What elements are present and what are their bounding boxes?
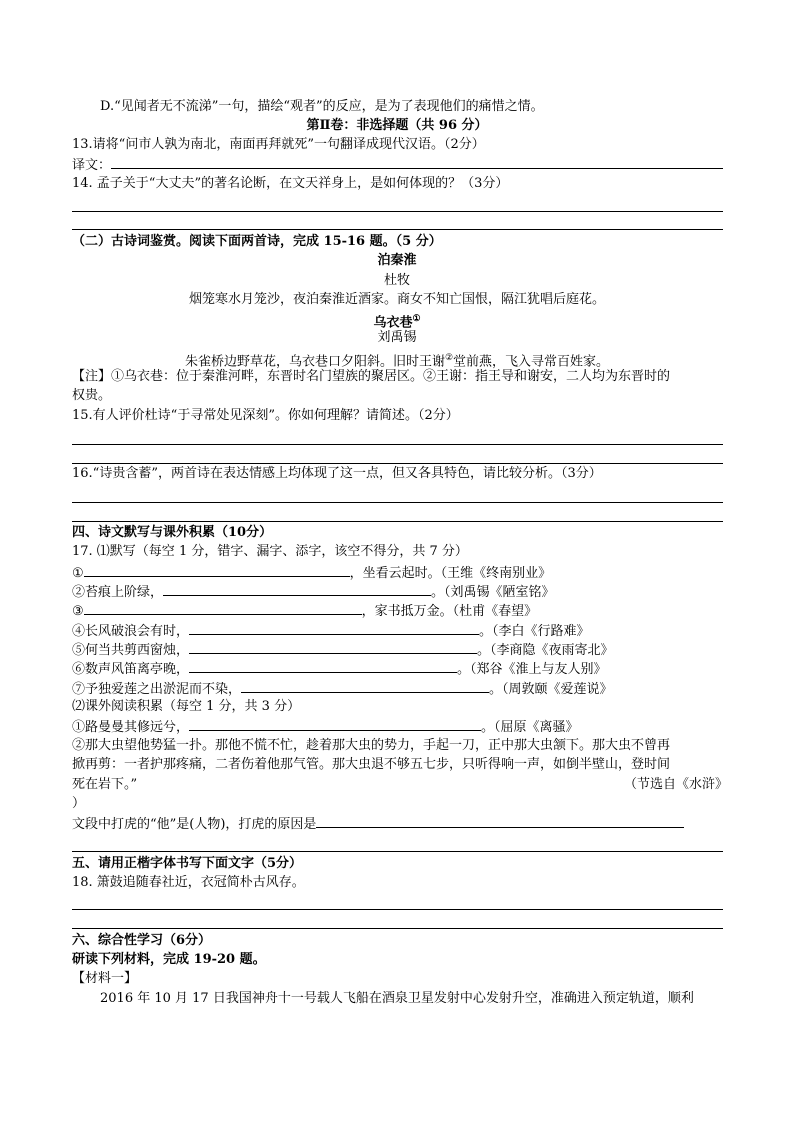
q15-answer-line-2[interactable]	[72, 463, 723, 464]
passage-line-2: 掀再剪：一者护那疼痛，二者伤着他那气管。那大虫退不够五七步，只听得响一声，如倒半壁山，登时间	[72, 757, 671, 772]
passage-line-1: ②那大虫望他势猛一扑。那他不慌不忙，趁着那大虫的势力，手起一刀，正中那大虫颔下。那大虫不曾再	[72, 738, 671, 753]
dictation-item-1: ① ，坐看云起时。（王维《终南别业》	[72, 563, 722, 583]
dictation-blank-6[interactable]	[189, 659, 457, 673]
q15-prompt: 15.有人评价杜诗“于寻常处见深刻”。你如何理解？请简述。（2分）	[72, 408, 459, 423]
q14-prompt: 14. 孟子关于“大丈夫”的著名论断，在文天祥身上，是如何体现的？（3分）	[72, 176, 509, 191]
q16-answer-line-2[interactable]	[72, 521, 723, 522]
dictation-blank-1[interactable]	[84, 563, 350, 577]
q17-fill-line: 文段中打虎的“他”是(人物)，打虎的原因是	[72, 814, 722, 834]
q16-prompt: 16.“诗贵含蓄”，两首诗在表达情感上均体现了这一点，但又各具特色，请比较分析。（3分）	[72, 466, 602, 481]
dictation-item-6: ⑥数声风笛离亭晚， 。（郑谷《淮上与友人别》	[72, 659, 722, 679]
section6-sub: 研读下列材料，完成 19-20 题。	[72, 952, 266, 967]
dictation-blank-7[interactable]	[241, 679, 489, 693]
section6-heading: 六、综合性学习（6分）	[72, 933, 212, 948]
dictation-item-4: ④长风破浪会有时， 。（李白《行路难》	[72, 621, 722, 641]
dictation-item-3: ③ ，家书抵万金。（杜甫《春望》	[72, 601, 722, 621]
q13-answer-blank[interactable]	[111, 155, 723, 169]
poem2-author: 刘禹锡	[377, 330, 417, 345]
q13-prompt: 13.请将“问市人孰为南北，南面再拜就死”一句翻译成现代汉语。（2分）	[72, 137, 485, 152]
dictation-blank-4[interactable]	[189, 621, 479, 635]
dictation-blank-2[interactable]	[163, 582, 431, 596]
q16-answer-line-1[interactable]	[72, 502, 723, 503]
poem2-text-b: 堂前燕，飞入寻常百姓家。	[453, 354, 610, 370]
q17-2-1-blank[interactable]	[189, 717, 481, 731]
section4-heading: 四、诗文默写与课外积累（10分）	[72, 525, 273, 540]
q17-fill-blank[interactable]	[316, 814, 684, 828]
passage-source: （节选自《水浒》	[623, 777, 728, 792]
q18-answer-line-2[interactable]	[72, 928, 723, 929]
q17-2-intro: ⑵课外阅读积累（每空 1 分，共 3 分）	[72, 699, 301, 714]
q17-answer-line-2[interactable]	[72, 851, 723, 852]
poem2-title: 乌衣巷	[373, 315, 413, 331]
q12-option-d: D.“见闻者无不流涕”一句，描绘“观者”的反应，是为了表现他们的痛惜之情。	[100, 99, 544, 114]
dictation-blank-3[interactable]	[84, 601, 362, 615]
material1-label: 【材料一】	[72, 971, 138, 986]
section2-heading: （二）古诗词鉴赏。阅读下面两首诗，完成 15-16 题。（5 分）	[72, 234, 442, 249]
q18-answer-line-1[interactable]	[72, 909, 723, 910]
note-line-1: 【注】①乌衣巷：位于秦淮河畔，东晋时名门望族的聚居区。②王谢：指王导和谢安，二人均为东晋时的	[72, 369, 671, 384]
q14-answer-line-2[interactable]	[72, 229, 723, 230]
poem2-text-note: ②	[444, 353, 454, 363]
dictation-item-2: ②苔痕上阶绿， 。（刘禹锡《陋室铭》	[72, 582, 722, 602]
passage-source-close: ）	[72, 796, 86, 811]
poem2-text-a: 朱雀桥边野草花，乌衣巷口夕阳斜。旧时王谢	[184, 354, 445, 370]
poem1-title: 泊秦淮	[377, 253, 417, 268]
q13-answer-label: 译文：	[72, 158, 112, 173]
section5-heading: 五、请用正楷字体书写下面文字（5分）	[72, 856, 303, 871]
poem1-text: 烟笼寒水月笼沙，夜泊秦淮近酒家。商女不知亡国恨，隔江犹唱后庭花。	[188, 292, 605, 307]
note-line-2: 权贵。	[72, 388, 112, 403]
dictation-item-7: ⑦予独爱莲之出淤泥而不染， 。（周敦颐《爱莲说》	[72, 679, 722, 699]
q17-2-1: ①路曼曼其修远兮， 。（屈原《离骚》	[72, 717, 722, 737]
part2-title: 第Ⅱ卷：非选择题（共 96 分）	[306, 118, 488, 133]
dictation-item-5: ⑤何当共剪西窗烛， 。（李商隐《夜雨寄北》	[72, 640, 722, 660]
dictation-blank-5[interactable]	[189, 640, 477, 654]
poem2-title-note: ①	[412, 314, 421, 324]
passage-line-3: 死在岩下。” （节选自《水浒》	[72, 777, 728, 792]
q15-answer-line-1[interactable]	[72, 444, 723, 445]
poem1-author: 杜牧	[383, 273, 410, 288]
q14-answer-line-1[interactable]	[72, 211, 723, 212]
q18-text: 18. 箫鼓追随春社近，衣冠简朴古风存。	[72, 875, 305, 890]
q13-answer-line	[72, 155, 722, 175]
material1-text: 2016 年 10 月 17 日我国神舟十一号载人飞船在酒泉卫星发射中心发射升空，准确进入预定轨道，顺利	[100, 991, 694, 1006]
q17-intro: 17. ⑴默写（每空 1 分，错字、漏字、添字，该空不得分，共 7 分）	[72, 544, 468, 559]
